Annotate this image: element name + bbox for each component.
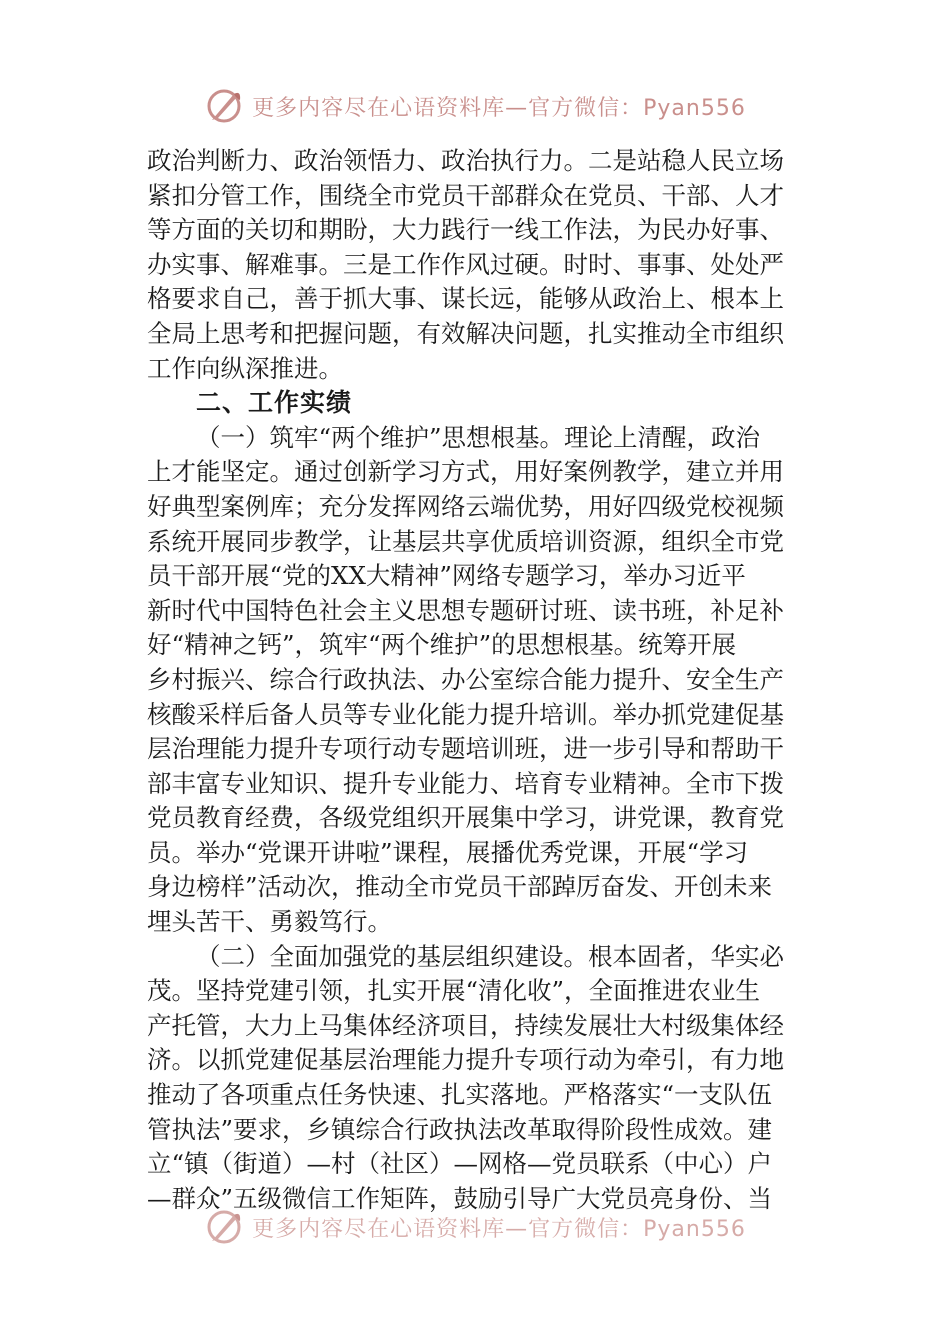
document-body — [147, 144, 807, 1216]
paragraph-continuation: 政治判断力、政治领悟力、政治执行力。二是站稳人民立场 紧扣分管工作，围绕全市党员干部群众在党员、干部、人才 等方面的关切和期盼，大力践行一线工作法，为民办好事、 办实事、解难事。三是工作作风过硬。时时、事事、处处严 格要求自己，善于抓大事、谋长远，能够从政治上、根本上 全局上思考和把握问题，有效解决问题，扎实推动全市组织 工作向纵深推进。 — [147, 146, 784, 383]
paragraph-grassroots-organization: （二）全面加强党的基层组织建设。根本固者，华实必 茂。坚持党建引领，扎实开展“清化收”，全面推进农业生 产托管，大力上马集体经济项目，持续发展壮大村级集体经 济。以抓党建促基层治理能力提升专项行动为牵引，有力地 推动了各项重点任务快速、扎实落地。严格落实“一支队伍 管执法”要求，乡镇综合行政执法改革取得阶段性成效。建 立“镇（街道）—村（社区）—网格—党员联系（中心）户 —群众”五级微信工作矩阵，鼓励引导广大党员亮身份、当 — [147, 941, 784, 1213]
watermark-text: 更多内容尽在心语资料库—官方微信：Pyan556 — [252, 95, 746, 121]
header-watermark — [0, 86, 950, 126]
quill-circle-logo-icon — [204, 86, 244, 126]
watermark-text: 更多内容尽在心语资料库—官方微信：Pyan556 — [252, 1216, 746, 1242]
section-heading: 二、工作实绩 — [196, 388, 353, 418]
quill-circle-logo-icon — [204, 1207, 244, 1247]
paragraph-political-foundation: （一）筑牢“两个维护”思想根基。理论上清醒，政治 上才能坚定。通过创新学习方式，用好案例教学，建立并用 好典型案例库；充分发挥网络云端优势，用好四级党校视频 系统开展同步教学，让基层共享优质培训资源，组织全市党 员干部开展“党的XX大精神”网络专题学习，举办习近平 新时代中国特色社会主义思想专题研讨班、读书班，补足补 好“精神之钙”，筑牢“两个维护”的思想根基。统筹开展 乡村振兴、综合行政执法、办公室综合能力提升、安全生产 核酸采样后备人员等专业化能力提升培训。举办抓党建促基 层治理能力提升专项行动专题培训班，进一步引导和帮助干 部丰富专业知识、提升专业能力、培育专业精神。全市下拨 党员教育经费，各级党组织开展集中学习，讲党课，教育党 员。举办“党课开讲啦”课程，展播优秀党课，开展“学习 身边榜样”活动次，推动全市党员干部踔厉奋发、开创未来 埋头苦干、勇毅笃行。 — [147, 422, 784, 937]
footer-watermark — [0, 1207, 950, 1247]
